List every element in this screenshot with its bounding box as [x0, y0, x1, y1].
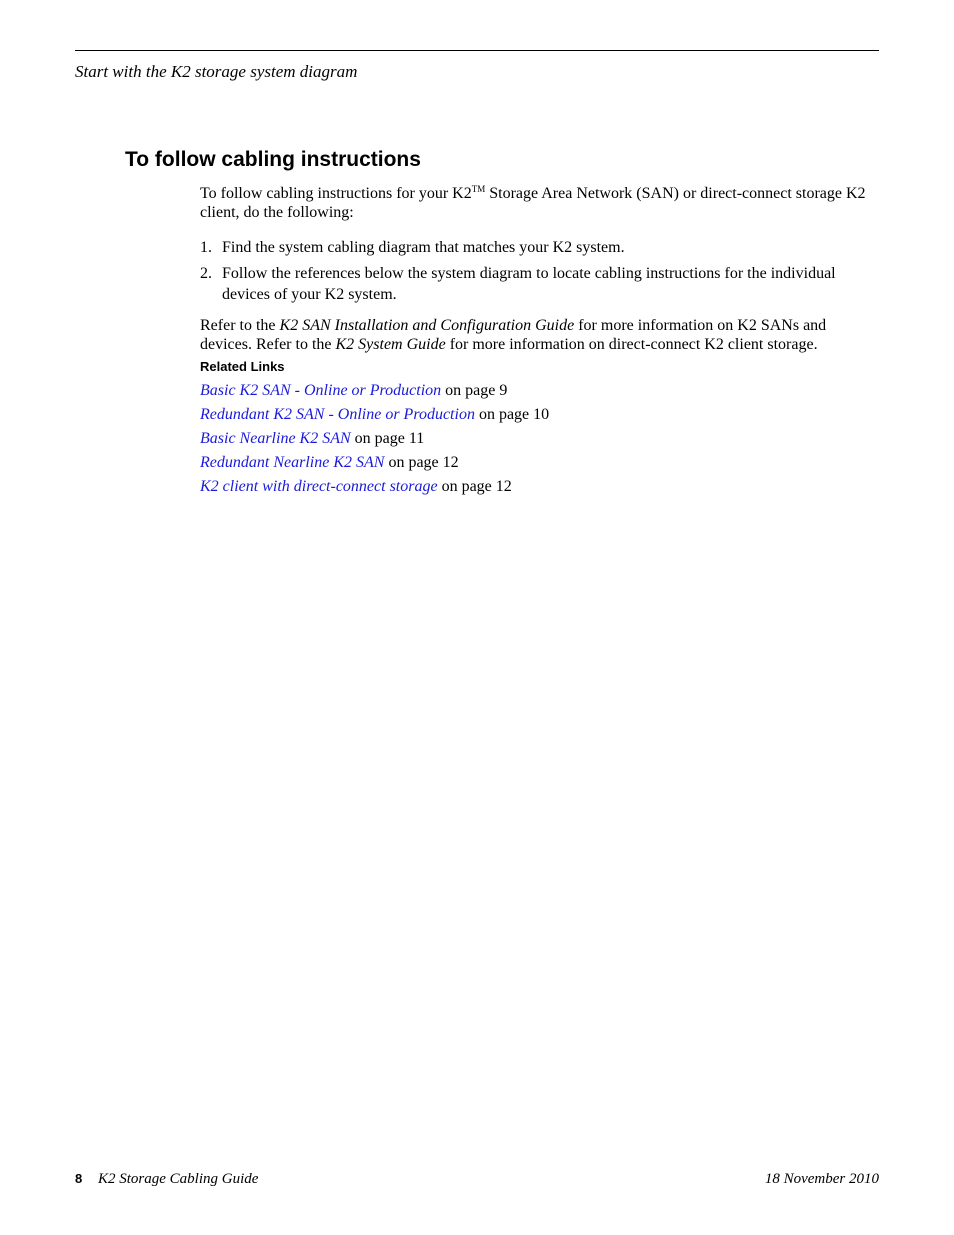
- step-item: [200, 263, 880, 305]
- related-links-heading: Related Links: [200, 359, 285, 374]
- page-reference: on page 12: [384, 454, 459, 471]
- footer-guide-name: K2 Storage Cabling Guide: [98, 1171, 259, 1187]
- related-link[interactable]: K2 client with direct-connect storage: [200, 478, 438, 495]
- page-reference: on page 12: [437, 478, 512, 495]
- related-link-item: [200, 403, 880, 427]
- step-number: 2.: [200, 265, 212, 282]
- intro-text-start: To follow cabling instructions for your K2: [200, 185, 472, 202]
- intro-text-end: Storage Area Network (SAN) or direct-connect storage K2 client, do the following:: [200, 185, 866, 221]
- refer-text: for more information on direct-connect K2 client storage.: [445, 336, 818, 353]
- trademark-mark: TM: [471, 184, 486, 194]
- page-footer: [75, 1171, 879, 1188]
- related-link[interactable]: Basic K2 SAN - Online or Production: [200, 382, 442, 399]
- page-reference: on page 10: [474, 406, 550, 423]
- step-text: Find the system cabling diagram that matches your K2 system.: [222, 239, 625, 256]
- related-link-item: [200, 475, 880, 499]
- guide-title: K2 System Guide: [335, 336, 446, 353]
- guide-title: K2 SAN Installation and Configuration Guide: [279, 317, 575, 334]
- related-link-item: [200, 427, 880, 451]
- section-body: [200, 184, 880, 499]
- related-link[interactable]: Basic Nearline K2 SAN: [200, 430, 351, 447]
- related-link-item: [200, 379, 880, 403]
- related-link-item: [200, 451, 880, 475]
- step-item: [200, 237, 880, 258]
- footer-date: 18 November 2010: [764, 1171, 879, 1187]
- steps-list: [200, 237, 880, 305]
- page-reference: on page 11: [350, 430, 425, 447]
- refer-text: for more information on K2 SANs and devices. Refer to the: [200, 317, 827, 353]
- related-link[interactable]: Redundant Nearline K2 SAN: [200, 454, 385, 471]
- refer-paragraph: [200, 316, 880, 354]
- header-rule: [75, 50, 879, 51]
- refer-text: Refer to the: [200, 317, 280, 334]
- section-title: To follow cabling instructions: [125, 148, 421, 171]
- page-reference: on page 9: [441, 382, 508, 399]
- step-text: Follow the references below the system diagram to locate cabling instructions for the individual devices of your K2 system.: [222, 265, 836, 303]
- page-number: 8: [75, 1171, 83, 1186]
- running-head: Start with the K2 storage system diagram: [75, 62, 358, 81]
- step-number: 1.: [200, 239, 212, 256]
- intro-paragraph: [200, 184, 880, 222]
- related-link[interactable]: Redundant K2 SAN - Online or Production: [200, 406, 475, 423]
- related-links-list: [200, 379, 880, 499]
